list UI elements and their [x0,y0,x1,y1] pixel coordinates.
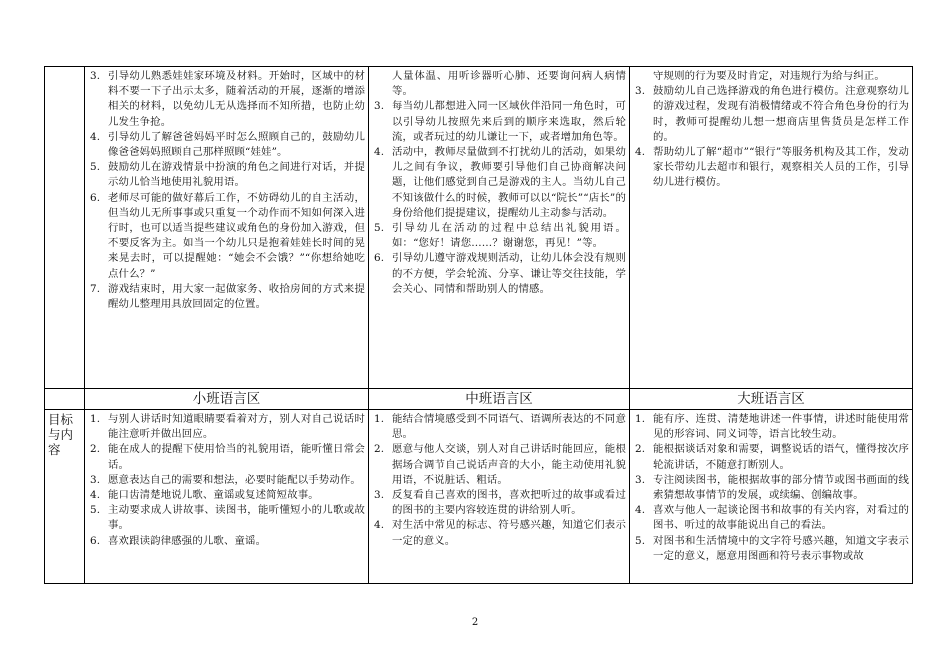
empty-header-cell [45,389,85,410]
item-list [88,69,365,312]
item-text: 游戏结束时，用大家一起做家务、收拾房间的方式来提醒幼儿整理用具放回固定的位置。 [108,282,365,311]
item-text: 引导幼儿在活动的过程中总结出礼貌用语。如：“您好！请您……？谢谢您，再见！”等。 [392,222,626,250]
item-number: 1. [635,413,646,425]
content-table-wrapper [44,66,912,582]
item-text: 守规则的行为要及时肯定，对违规行为给与纠正。 [653,70,885,82]
list-item [88,69,365,130]
header-large-class: 大班语言区 [630,389,913,410]
item-text: 帮助幼儿了解“超市”“银行”等服务机构及其工作，发动家长带幼儿去超市和银行，观察相关人员的工作，引导幼儿进行模仿。 [653,146,909,189]
lower-right-cell [630,410,913,584]
item-text: 能结合情境感受到不同语气、语调所表达的不同意思。 [392,413,626,441]
item-text: 人量体温、用听诊器听心肺、还要询问病人病情等。 [392,70,626,98]
list-item [372,251,626,297]
item-text: 对图书和生活情境中的文字符号感兴趣，知道文字表示一定的意义，愿意用图画和符号表示事物或故 [653,534,909,562]
header-middle-class: 中班语言区 [369,389,630,410]
item-number: 2. [90,443,101,456]
item-text: 专注阅读图书，能根据故事的部分情节或图书画面的线索猜想故事情节的发展，或续编、创编故事。 [653,473,909,502]
item-number: 4. [374,519,385,532]
list-item [633,473,909,503]
item-text: 喜欢与他人一起谈论图书和故事的有关内容，对看过的图书、听过的故事能说出自己的看法。 [653,504,909,532]
list-item [633,442,909,472]
list-item [633,84,909,145]
list-item [633,69,909,84]
list-item [88,442,365,472]
list-item [372,145,626,221]
item-text: 对生活中常见的标志、符号感兴趣，知道它们表示一定的意义。 [392,519,626,547]
item-number: 3. [635,85,646,98]
item-number: 2. [374,443,385,456]
page-number: 2 [471,617,479,628]
list-item [88,130,365,160]
empty-label-cell [45,67,85,389]
header-small-class: 小班语言区 [85,389,369,410]
item-text: 活动中，教师尽量做到不打扰幼儿的活动，如果幼儿之间有争议，教师要引导他们自己协商解决问题，让他们感觉到自己是游戏的主人。当幼儿自己不知该做什么的时候，教师可以以“院长”“店长”的身份给他们提提建议，提醒幼儿主动参与活动。 [392,146,626,219]
table-row [45,67,913,389]
list-item [372,221,626,251]
item-text: 每当幼儿都想进入同一区域伙伴沿同一角色时，可以引导幼儿按照先来后到的顺序来选取，然后轮流，或者玩过的幼儿谦让一下，或者增加角色等。 [392,100,626,143]
item-number: 4. [635,146,646,159]
item-list [88,412,365,549]
item-number: 3. [90,70,101,82]
list-item [88,503,365,533]
item-number: 6. [90,534,101,547]
list-item [88,412,365,442]
item-number: 5. [90,504,101,517]
item-number: 3. [374,489,385,502]
table-row [45,410,913,584]
item-text: 能口齿清楚地说儿歌、童谣或复述简短故事。 [108,489,319,502]
item-number: 1. [374,413,385,425]
item-text: 能根据谈话对象和需要，调整说话的语气，懂得按次序轮流讲话，不随意打断别人。 [653,443,909,471]
item-text: 鼓励幼儿在游戏情景中扮演的角色之间进行对话，并提示幼儿恰当地使用礼貌用语。 [108,161,365,189]
item-text: 能在成人的提醒下使用恰当的礼貌用语，能听懂日常会话。 [108,443,365,471]
lower-left-cell [85,410,369,584]
item-number: 4. [635,504,646,517]
item-text: 鼓励幼儿自己选择游戏的角色进行模仿。注意观察幼儿的游戏过程，发现有消极情绪或不符合角色身份的行为时，教师可提醒幼儿想一想商店里售货员是怎样工作的。 [653,85,909,143]
item-number: 1. [90,413,101,425]
item-text: 与别人讲话时知道眼睛要看着对方，别人对自己说话时能注意听并做出回应。 [108,413,365,441]
list-item [88,473,365,488]
item-text: 喜欢跟读韵律感强的儿歌、童谣。 [108,534,267,547]
list-item [633,534,909,564]
item-list [633,412,909,564]
item-number: 4. [90,130,101,143]
list-item [372,488,626,518]
item-number: 4. [374,146,385,159]
item-text: 引导幼儿了解爸爸妈妈平时怎么照顾自己的，鼓励幼儿像爸爸妈妈照顾自己那样照顾“娃娃”。 [108,130,365,159]
list-item [88,282,365,312]
item-number: 5. [635,534,646,547]
table-header-row [45,389,913,410]
list-item [633,145,909,191]
curriculum-table [44,66,913,584]
item-number: 5. [374,222,385,235]
list-item [88,534,365,549]
item-list [372,412,626,549]
list-item [88,191,365,282]
upper-middle-cell [369,67,630,389]
list-item [372,442,626,488]
list-item [88,160,365,190]
list-item [372,99,626,145]
upper-left-cell [85,67,369,389]
list-item [372,518,626,548]
lower-middle-cell [369,410,630,584]
item-text: 主动要求成人讲故事、读图书，能听懂短小的儿歌或故事。 [108,504,365,532]
list-item [88,488,365,503]
item-number: 2. [635,443,646,456]
item-text: 愿意与他人交谈，别人对自己讲话时能回应，能根据场合调节自己说话声音的大小，能主动使用礼貌用语，不说脏话、粗话。 [392,443,626,486]
item-number: 5. [90,161,101,174]
row-label: 目标与内容 [45,410,85,584]
item-number: 3. [374,100,385,113]
item-number: 3. [90,473,101,486]
item-list [633,69,909,191]
item-number: 6. [90,191,101,204]
list-item [372,412,626,442]
item-text: 老师尽可能的做好幕后工作，不妨碍幼儿的自主活动，但当幼儿无所事事或只重复一个动作而不知如何深入进行时，也可以适当提些建议或角色的身份加入游戏，但不要反客为主。如当一个幼儿只是抱着娃娃长时间的晃来晃去时，可以提醒她：“她会不会饿？”“你想给她吃点什么？” [108,191,365,280]
item-text: 引导幼儿熟悉娃娃家环境及材料。开始时，区域中的材料不要一下子出示太多，随着活动的开展，逐渐的增添相关的材料，以免幼儿无从选择而不知所措，也防止幼儿发生争抢。 [108,70,365,128]
item-list [372,69,626,297]
item-text: 能有序、连贯、清楚地讲述一件事情，讲述时能使用常见的形容词、同义词等，语言比较生动。 [653,413,909,441]
upper-right-cell [630,67,913,389]
list-item [372,69,626,99]
item-number: 3. [635,473,646,486]
item-text: 愿意表达自己的需要和想法，必要时能配以手势动作。 [108,473,361,486]
item-number: 4. [90,489,101,502]
list-item [633,412,909,442]
item-number: 6. [374,252,385,265]
item-text: 反复看自己喜欢的图书，喜欢把听过的故事或看过的图书的主要内容较连贯的讲给别人听。 [392,489,626,517]
item-number: 7. [90,282,101,295]
list-item [633,503,909,533]
item-text: 引导幼儿遵守游戏规则活动，让幼儿体会没有规则的不方便，学会轮流、分享、谦让等交往技能，学会关心、同情和帮助别人的情感。 [392,252,626,295]
